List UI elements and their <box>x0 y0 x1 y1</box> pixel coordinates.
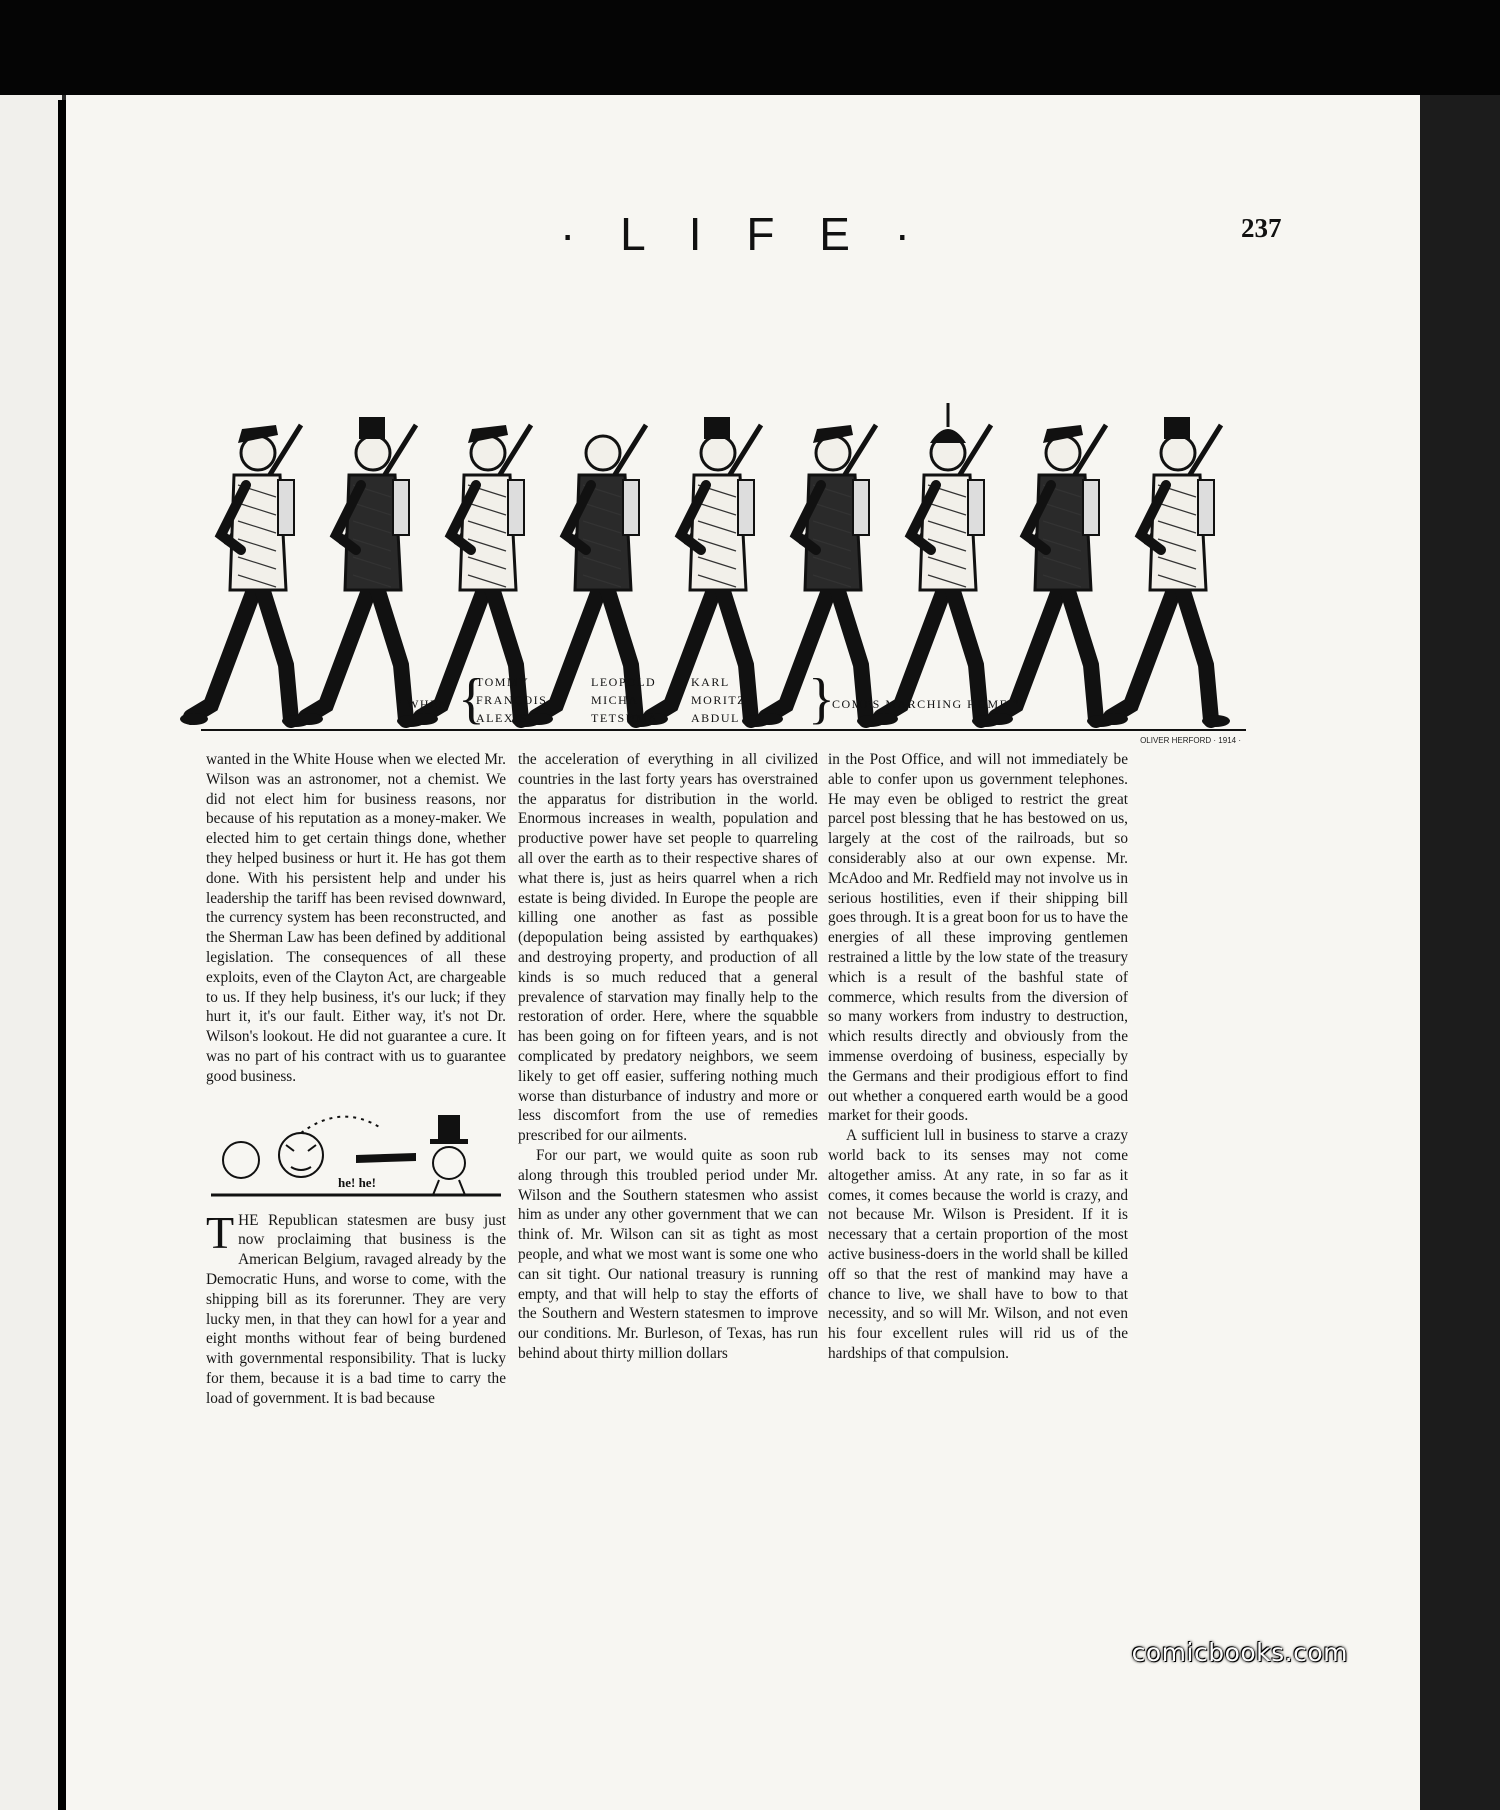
caption-row <box>476 675 806 693</box>
caption-lead: “ WHEN <box>396 697 450 711</box>
magazine-page <box>66 95 1420 1810</box>
page-gutter-rule <box>58 100 66 1810</box>
caption-name: MORITZ <box>691 693 746 707</box>
caption-name: KARL <box>691 675 730 689</box>
illustration-caption <box>396 668 1196 735</box>
caption-name: TETSUMA <box>591 711 659 725</box>
paragraph-text: HE Republican statesmen are busy just now proclaiming that business is the American Belgium, ravaged already by the Democratic Huns, and worse to come, with the shipping bill as its forerunner. They are very lucky men, in that they can howl for a year and eight months without fear of being burdened with governmental responsibility. That is lucky for them, because it is a bad time to carry the load of government. It is bad because <box>206 1211 506 1407</box>
text-column-2 <box>518 750 818 1364</box>
paragraph: A sufficient lull in business to starve a crazy world back to its senses may not come altogether amiss. At any rate, in so far as it comes, it comes because the world is crazy, and not because Mr. Wilson is President. If it is necessary that a certain proportion of the most active business-doers in the world shall be killed off so that the rest of mankind may have a chance to live, we shall have to bow to that necessity, and so will Mr. Wilson, and not even his four excellent rules will rid us of the hardships of that compulsion. <box>828 1127 1128 1362</box>
goblin-chase-vignette <box>206 1105 506 1205</box>
adjacent-page-edge <box>0 95 62 1810</box>
artist-signature: OLIVER HERFORD · 1914 · <box>1140 736 1241 745</box>
text-column-1 <box>206 750 506 1409</box>
paragraph: the acceleration of everything in all civilized countries in the last forty years has overstrained the apparatus for distribution in the world. Enormous increases in wealth, population and productive power have set people to quarreling all over the earth as to their respective shares of what there is, just as heirs quarrel when a rich estate is being divided. In Europe the people are killing one another as fast as possible (depopulation being assisted by earthquakes) and destroying property, and production of all kinds is so much reduced that a general prevalence of starvation may finally help to the restoration of order. Here, where the squabble has been going on for fifteen years, and is not complicated by predatory neighbors, we seem likely to get off easier, suffering nothing much worse than disturbance of industry and more or less discomfort from the use of remedies prescribed for our ailments. <box>518 751 818 1145</box>
he-he-text: he! he! <box>338 1174 376 1190</box>
caption-right-brace: } <box>808 668 837 730</box>
page-number: 237 <box>1241 213 1282 243</box>
scan-right-border <box>1420 95 1500 1810</box>
soldier-figure <box>180 425 310 727</box>
caption-tail: COMES MARCHING HOME ” <box>832 697 1020 711</box>
caption-name: FRANÇOIS <box>476 693 548 707</box>
dropcap-paragraph <box>206 1206 506 1409</box>
paragraph: For our part, we would quite as soon rub along through this troubled period under Mr. Wilson and the Southern statesmen who assist him as under any other government that we can think of. Mr. Wilson can sit as tight as most people, and what we most want is some one who can sit tight. Our national treasury is running empty, and that will help to stay the efforts of the Southern and Western statesmen to improve our conditions. Mr. Burleson, of Texas, has run behind about thirty million dollars <box>518 1146 818 1362</box>
gunman-figure <box>433 1147 465 1179</box>
magazine-masthead: · L I F E · <box>560 208 926 260</box>
site-watermark: comicbooks.com <box>1131 1638 1348 1667</box>
caption-name: ALEXIS <box>476 711 528 725</box>
paragraph: wanted in the White House when we elected Mr. Wilson was an astronomer, not a chemist. We did not elect him for business reasons, nor because of his reputation as a money-maker. We elected him to get certain things done, whether they helped business or hurt it. He has got them done. With his persistent help and under his leadership the tariff has been revised downward, the currency system has been reconstructed, and the Sherman Law has been defined by additional legislation. The consequences of all these exploits, even of the Clayton Act, are chargeable to us. If they help business, it's our luck; if they hurt it, it's our fault. Either way, it's not Dr. Wilson's lookout. He did not guarantee a cure. It was no part of his contract with us to guarantee good business. <box>206 751 506 1085</box>
top-hat <box>438 1115 460 1141</box>
caption-row <box>476 693 806 711</box>
caption-name: TOMMY <box>476 675 530 689</box>
paragraph: in the Post Office, and will not immediately be able to confer upon us government telephones. He may even be obliged to restrict the great parcel post blessing that he has bestowed on us, largely at the cost of the railroads, but so considerably also at our own expense. Mr. McAdoo and Mr. Redfield may not involve us in serious hostilities, even if their shipping bill goes through. It is a great boon for us to have the energies of all these improving gentlemen restrained a little by the low state of the treasury which is a result of the bashful state of commerce, which results from the diversion of so many workers from industry to destruction, which results directly and obviously from the immense overdoing of business, especially by the Germans and their prodigious effort to find out whether a conquered earth would be a good market for their goods. <box>828 751 1128 1125</box>
caption-name: LEOPOLD <box>591 675 657 689</box>
caption-name: MICHA <box>591 693 639 707</box>
caption-names-grid <box>476 675 806 729</box>
drop-cap: T <box>206 1206 235 1258</box>
caption-left-brace: { <box>458 668 487 730</box>
text-column-3 <box>828 750 1128 1364</box>
caption-row <box>476 711 806 729</box>
caption-name: ABDUL <box>691 711 740 725</box>
scan-top-border <box>0 0 1500 95</box>
goblin-figure <box>223 1142 259 1178</box>
